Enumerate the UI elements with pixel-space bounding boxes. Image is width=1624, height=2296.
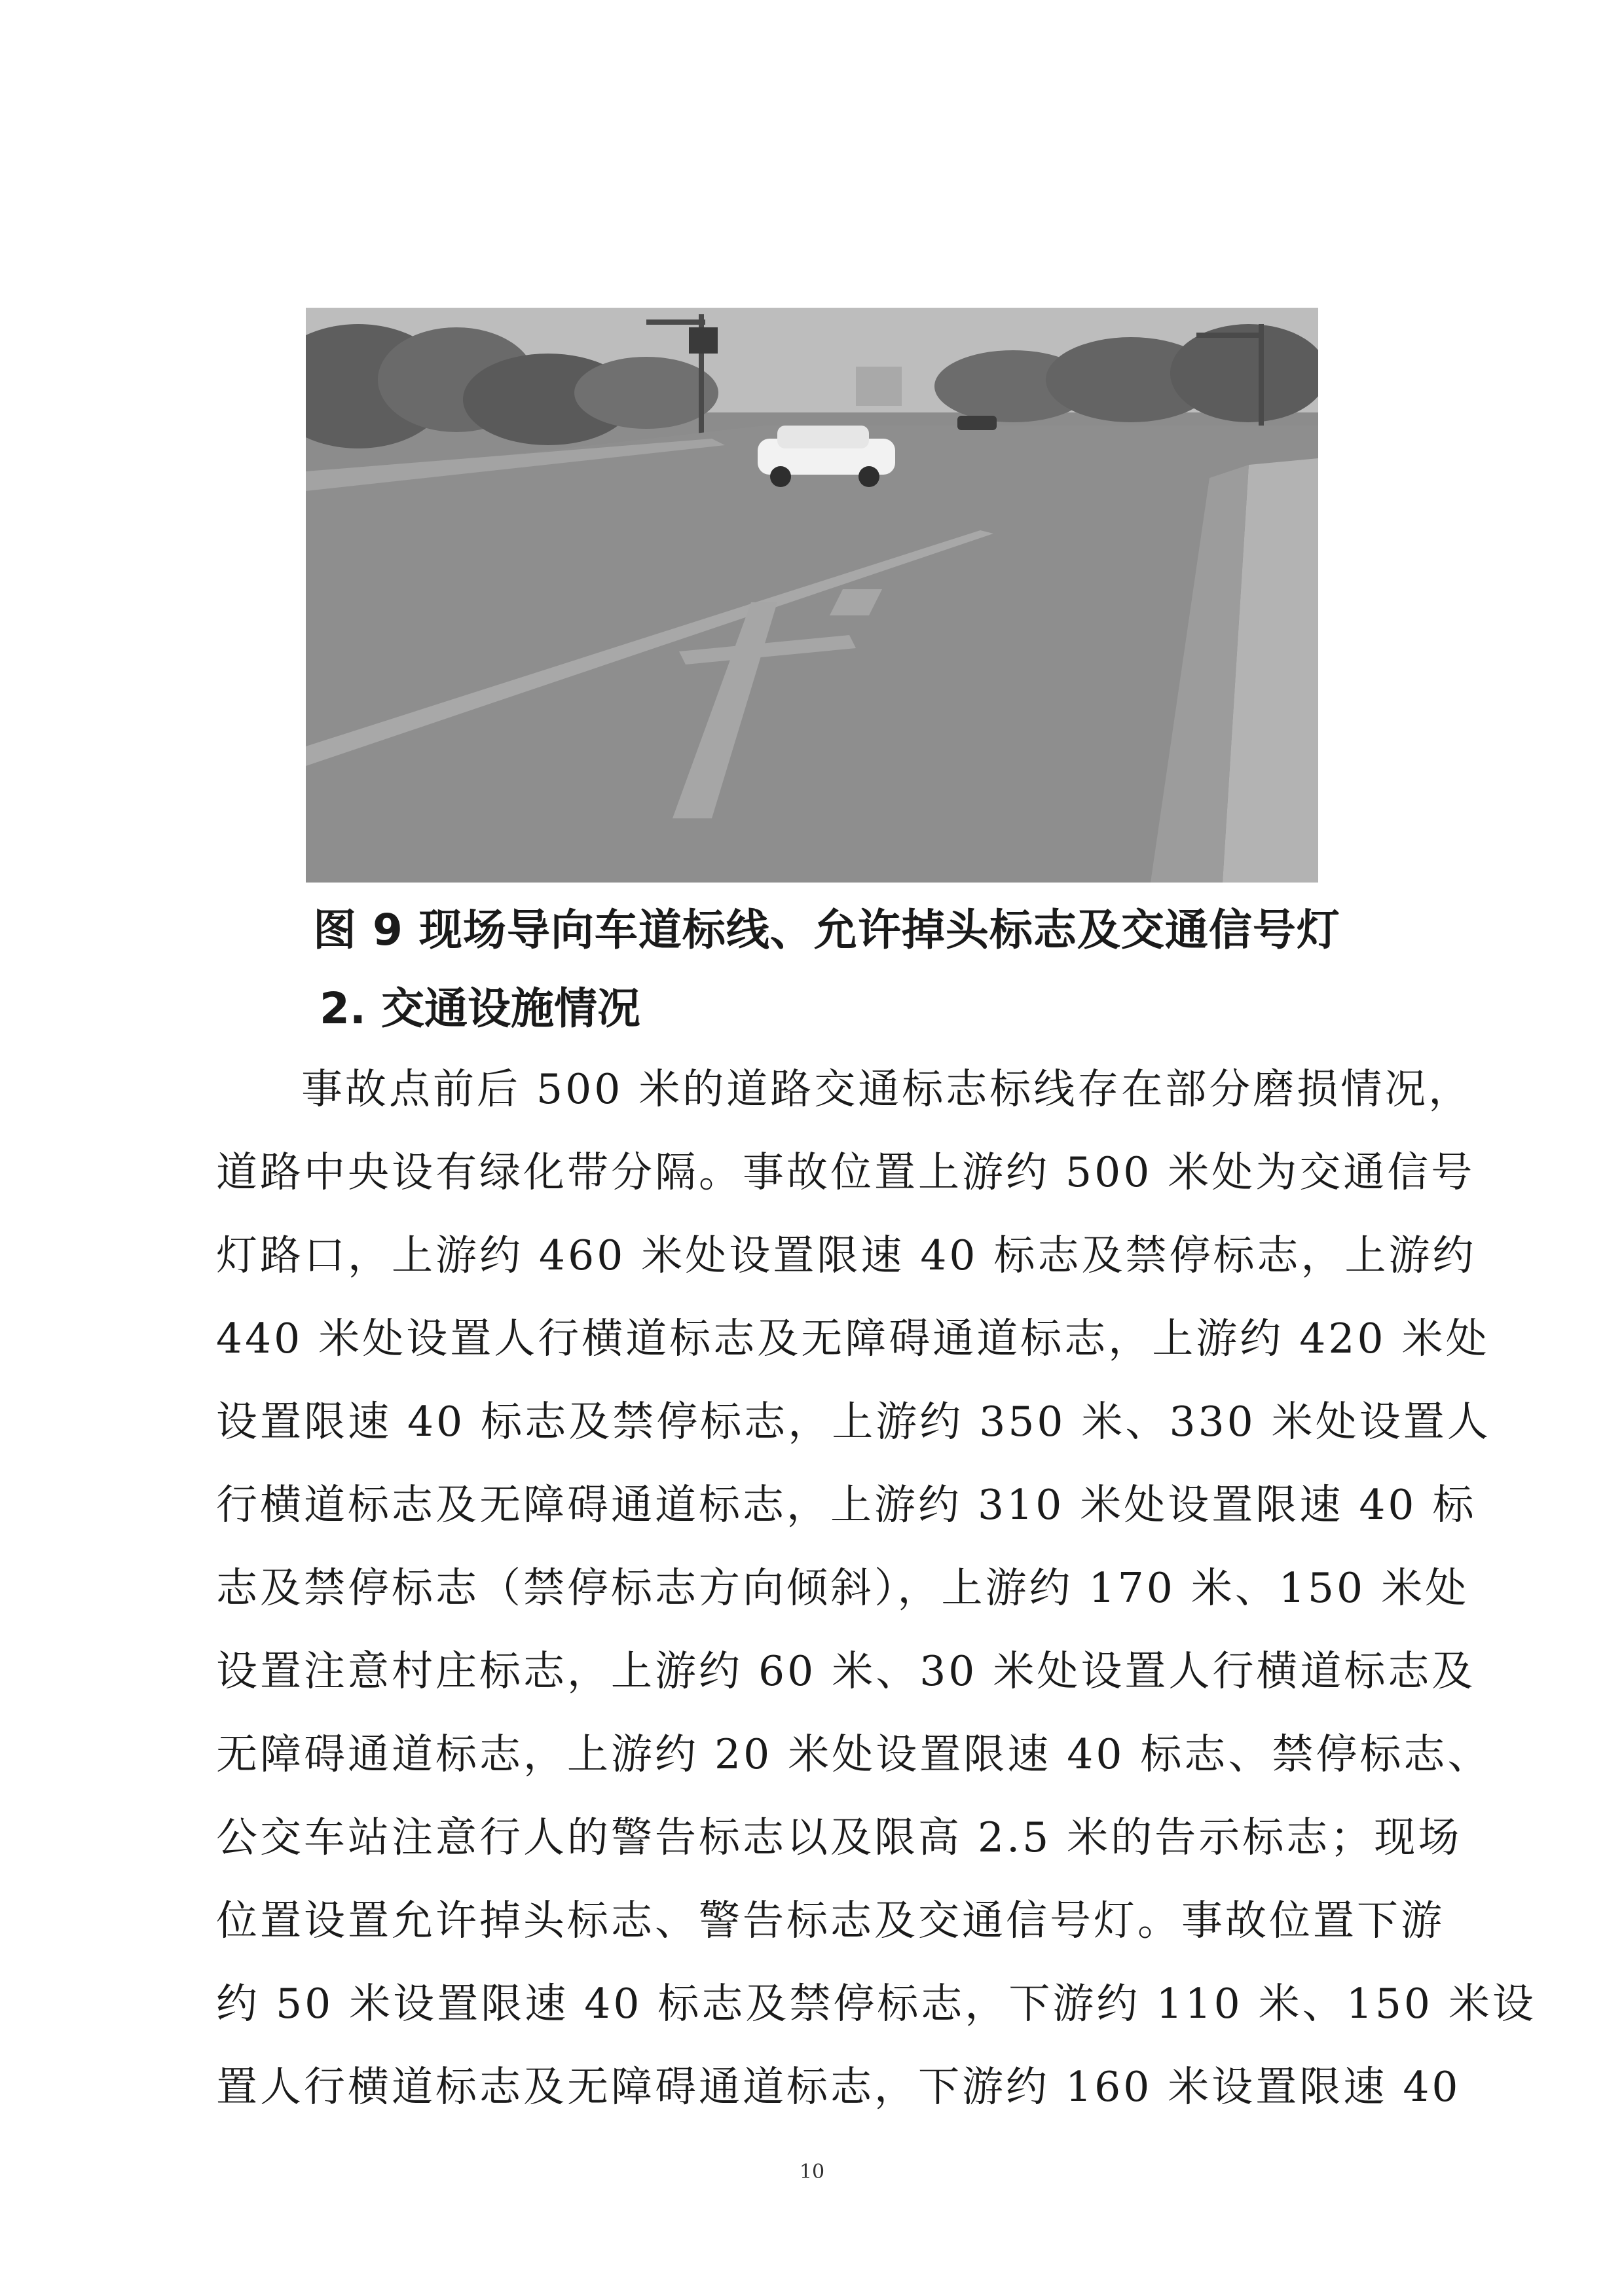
paragraph-line: 公交车站注意行人的警告标志以及限高 2.5 米的告示标志；现场 [216,1813,1462,1861]
paragraph-line: 行横道标志及无障碍通道标志，上游约 310 米处设置限速 40 标 [216,1481,1477,1529]
page-number: 10 [799,2160,825,2183]
paragraph-line: 440 米处设置人行横道标志及无障碍通道标志，上游约 420 米处 [216,1315,1490,1362]
paragraph-line: 无障碍通道标志，上游约 20 米处设置限速 40 标志、禁停标志、 [216,1730,1492,1778]
road-scene-illustration [306,308,1318,883]
paragraph-line: 事故点前后 500 米的道路交通标志标线存在部分磨损情况， [301,1065,1473,1113]
body-paragraph [216,1048,1537,2128]
paragraph-line: 位置设置允许掉头标志、警告标志及交通信号灯。事故位置下游 [216,1897,1445,1944]
paragraph-line: 设置注意村庄标志，上游约 60 米、30 米处设置人行横道标志及 [216,1647,1476,1695]
paragraph-line: 志及禁停标志（禁停标志方向倾斜），上游约 170 米、150 米处 [216,1564,1469,1612]
figure-caption: 图 9 现场导向车道标线、允许掉头标志及交通信号灯 [313,905,1340,955]
paragraph-line: 道路中央设有绿化带分隔。事故位置上游约 500 米处为交通信号 [216,1148,1475,1196]
section-heading: 2. 交通设施情况 [320,983,640,1034]
paragraph-line: 置人行横道标志及无障碍通道标志，下游约 160 米设置限速 40 [216,2063,1461,2111]
road-scene-photo [306,308,1318,883]
paragraph-line: 设置限速 40 标志及禁停标志，上游约 350 米、330 米处设置人 [216,1398,1491,1446]
paragraph-line: 灯路口，上游约 460 米处设置限速 40 标志及禁停标志，上游约 [216,1231,1477,1279]
paragraph-line: 约 50 米设置限速 40 标志及禁停标志，下游约 110 米、150 米设 [216,1980,1537,2028]
